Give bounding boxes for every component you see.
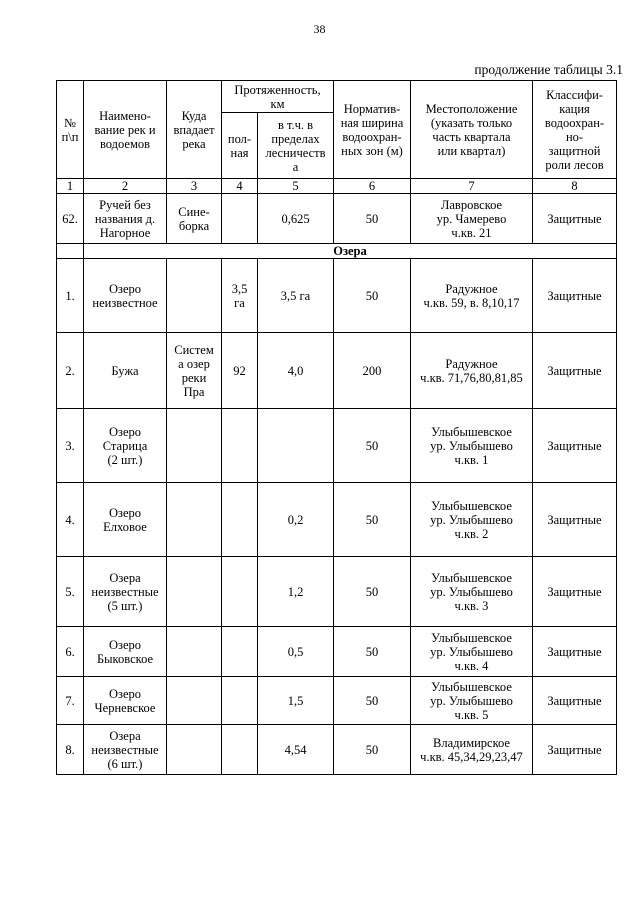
row-length-total: 3,5 га [222,259,258,333]
water-bodies-table [56,80,617,775]
row-classification: Защитные [533,259,617,333]
row-classification: Защитные [533,194,617,244]
row-length-forestry: 0,2 [258,483,334,557]
row-location: Владимирское ч.кв. 45,34,29,23,47 [411,725,533,775]
row-name: Озеро Старица (2 шт.) [84,409,167,483]
header-length-forestry: в т.ч. в пределах лесничеств а [258,113,334,179]
row-name: Озеро Елховое [84,483,167,557]
row-length-total [222,409,258,483]
header-width: Норматив- ная ширина водоохран- ных зон (м) [334,81,411,179]
table-row [57,677,617,725]
row-width: 50 [334,259,411,333]
row-name: Озеро Черневское [84,677,167,725]
column-number: 7 [411,179,533,194]
row-flows-into [167,627,222,677]
row-length-total [222,483,258,557]
row-width: 50 [334,627,411,677]
row-num: 6. [57,627,84,677]
row-location: Радужное ч.кв. 71,76,80,81,85 [411,333,533,409]
header-flows-into: Куда впадает река [167,81,222,179]
row-length-total [222,725,258,775]
row-flows-into: Систем а озер реки Пра [167,333,222,409]
row-length-forestry [258,409,334,483]
row-classification: Защитные [533,677,617,725]
row-name: Озера неизвестные (6 шт.) [84,725,167,775]
row-name: Озеро Быковское [84,627,167,677]
row-classification: Защитные [533,627,617,677]
row-width: 200 [334,333,411,409]
table-row [57,194,617,244]
row-length-forestry: 3,5 га [258,259,334,333]
row-flows-into [167,677,222,725]
row-flows-into [167,557,222,627]
row-classification: Защитные [533,483,617,557]
header-name: Наимено- вание рек и водоемов [84,81,167,179]
table-row [57,409,617,483]
page-number: 38 [313,22,326,36]
row-width: 50 [334,677,411,725]
row-num: 4. [57,483,84,557]
column-number: 2 [84,179,167,194]
row-location: Улыбышевское ур. Улыбышево ч.кв. 4 [411,627,533,677]
row-width: 50 [334,725,411,775]
row-num: 5. [57,557,84,627]
row-num: 2. [57,333,84,409]
column-numbers-row [57,179,617,194]
row-length-total [222,194,258,244]
row-length-forestry: 4,54 [258,725,334,775]
column-number: 3 [167,179,222,194]
row-name: Озера неизвестные (5 шт.) [84,557,167,627]
row-width: 50 [334,409,411,483]
row-num: 62. [57,194,84,244]
row-flows-into [167,409,222,483]
row-location: Улыбышевское ур. Улыбышево ч.кв. 1 [411,409,533,483]
header-length-total: пол- ная [222,113,258,179]
row-classification: Защитные [533,725,617,775]
row-num: 7. [57,677,84,725]
row-length-total [222,557,258,627]
row-location: Улыбышевское ур. Улыбышево ч.кв. 2 [411,483,533,557]
row-width: 50 [334,557,411,627]
row-flows-into [167,483,222,557]
row-length-total: 92 [222,333,258,409]
header-location: Местоположение (указать только часть квартала или квартал) [411,81,533,179]
row-num: 8. [57,725,84,775]
row-name: Бужа [84,333,167,409]
table-row [57,557,617,627]
row-width: 50 [334,483,411,557]
row-location: Улыбышевское ур. Улыбышево ч.кв. 3 [411,557,533,627]
header-classification: Классифи- кация водоохран- но- защитной роли лесов [533,81,617,179]
row-width: 50 [334,194,411,244]
table-row [57,333,617,409]
header-row [57,81,617,113]
row-location: Радужное ч.кв. 59, в. 8,10,17 [411,259,533,333]
row-name: Ручей без названия д. Нагорное [84,194,167,244]
table-row [57,259,617,333]
section-spacer [57,244,84,259]
row-flows-into [167,259,222,333]
section-title: Озера [84,244,617,259]
row-num: 3. [57,409,84,483]
table-row [57,725,617,775]
row-length-total [222,677,258,725]
column-number: 1 [57,179,84,194]
row-length-forestry: 1,2 [258,557,334,627]
row-length-forestry: 1,5 [258,677,334,725]
header-length-group: Протяженность, км [222,81,334,113]
column-number: 8 [533,179,617,194]
column-number: 6 [334,179,411,194]
section-row [57,244,617,259]
row-length-total [222,627,258,677]
row-num: 1. [57,259,84,333]
row-name: Озеро неизвестное [84,259,167,333]
row-location: Лавровское ур. Чамерево ч.кв. 21 [411,194,533,244]
row-classification: Защитные [533,557,617,627]
column-number: 4 [222,179,258,194]
table-row [57,627,617,677]
row-length-forestry: 0,5 [258,627,334,677]
row-flows-into [167,725,222,775]
row-length-forestry: 0,625 [258,194,334,244]
column-number: 5 [258,179,334,194]
table-row [57,483,617,557]
row-location: Улыбышевское ур. Улыбышево ч.кв. 5 [411,677,533,725]
header-num: № п\п [57,81,84,179]
row-length-forestry: 4,0 [258,333,334,409]
row-classification: Защитные [533,409,617,483]
row-classification: Защитные [533,333,617,409]
row-flows-into: Сине- борка [167,194,222,244]
table-continuation-label: продолжение таблицы 3.1 [474,62,623,77]
